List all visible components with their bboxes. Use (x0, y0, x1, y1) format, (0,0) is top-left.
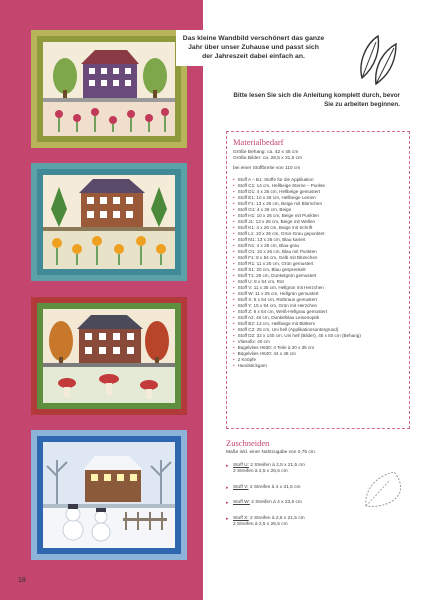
cutting-subtitle: Maße inkl. einer Nahtzugabe von 0,75 cm. (226, 450, 317, 455)
material-item: • Stoff Z: 8 x 54 cm, Weiß-Hellgrau gemustert (233, 309, 403, 315)
cut-line: 2 Streifen à 2,5 x 21,5 cm (250, 463, 305, 468)
size-pictures: Größe Bilder: ca. 28,5 x 31,5 cm (233, 156, 303, 162)
cut-fabric-label: Stoff W: (233, 500, 250, 506)
intro-text: Das kleine Wandbild verschönert das ganze Jahr über unser Zuhause und passt sich der Jahreszeit dabei einfach an. (176, 30, 331, 66)
leaf-decoration-icon (356, 26, 400, 90)
read-instructions-notice: Bitte lesen Sie sich die Anleitung komplett durch, bevor Sie zu arbeiten beginnen. (233, 92, 400, 108)
arrow-right-icon: ▸ (226, 500, 229, 507)
material-item: • Stoff X: 8 x 54 cm, Rotbraun gemustert (233, 297, 403, 303)
material-item: • Stoff S1: 20 cm, Blau gesprenkelt (233, 267, 403, 273)
materials-list (233, 177, 403, 370)
material-item: • Stoff D1: 4 x 26 cm, Hellbeige gemustert (233, 189, 403, 195)
summer-quilt-image (31, 163, 187, 281)
material-item: • Bügelvlies H640: 44 x 48 cm (233, 351, 403, 357)
material-item: • Stoff M1: 13 x 26 cm, Blau kariert (233, 237, 403, 243)
material-item: • Stoff D2: 32 x 140 cm, Uni hell (Bilder), 45 x 50 cm (Behang) (233, 333, 403, 339)
autumn-quilt-image (31, 297, 187, 415)
material-item: • Stoff U: 8 x 54 cm, Rot (233, 279, 403, 285)
cut-fabric-label: Stoff V: (233, 484, 249, 490)
material-item: • Bügelvlies H630: 4 Teile à 30 x 35 cm (233, 345, 403, 351)
material-item: • Stoff W: 11 x 25 cm, Hellgrün gemustert (233, 291, 403, 297)
material-item: • Stoff V: 11 x 35 cm, Hellgrün mit Herzchen (233, 285, 403, 291)
materials-box (226, 131, 410, 429)
winter-quilt-image (31, 430, 187, 560)
material-item: • Stoff G1: 4 x 26 cm, Beige (233, 207, 403, 213)
cut-line: 2 Streifen à 2,5 x 26,5 cm (233, 522, 288, 528)
arrow-right-icon: ▸ (226, 484, 229, 491)
material-item: • Stoff E1: 10 x 26 cm, Hellbeige Leinen (233, 195, 403, 201)
material-item: • Handstickgarn (233, 363, 403, 369)
cut-line: 2 Streifen à 4 x 31,5 cm (249, 484, 301, 490)
material-item: • Stoff T1: 25 cm, Dunkelgrün gemustert (233, 273, 403, 279)
cut-fabric-label: Stoff X: (233, 515, 249, 521)
cut-fabric-label: Stoff U: (233, 463, 249, 468)
material-item: • Vliesofix: 40 cm (233, 339, 403, 345)
material-item: • Stoff H1: 10 x 26 cm, Beige mit Punkten (233, 213, 403, 219)
material-item: • Stoff F1: 8 x 54 cm, Gelb mit Blümchen (233, 255, 403, 261)
arrow-right-icon: ▸ (226, 515, 229, 522)
material-item: • Stoff O1: 10 x 26 cm, Blau mit Punkten (233, 249, 403, 255)
material-item: • Stoff Y: 15 x 54 cm, Grün mit Herzchen (233, 303, 403, 309)
material-item: • Stoff C2: 25 cm, Uni hell (Applikationsuntergrund) (233, 327, 403, 333)
material-item: • Stoff B2: 13 cm, Hellbeige mit Blättern (233, 321, 403, 327)
arrow-right-icon: ▸ (226, 463, 229, 469)
spring-quilt-image (31, 30, 187, 148)
cut-line: 2 Streifen à 4 x 23,5 cm (251, 500, 302, 506)
cutting-title: Zuschneiden (226, 438, 270, 448)
material-item: • Stoff C1: 14 cm, Hellbeige Sterne – Punkte (233, 183, 403, 189)
leaf-outline-icon (360, 468, 406, 512)
material-item: • Stoff K1: 4 x 26 cm, Beige mit Schrift (233, 225, 403, 231)
materials-title: Materialbedarf (233, 137, 284, 147)
cut-item (226, 516, 406, 529)
fabric-width: bei einer Stoffbreite von 110 cm (233, 166, 301, 172)
cut-line: 2 Streifen à 2,5 x 26,5 cm (233, 469, 288, 475)
material-item: • Stoff R1: 11 x 25 cm, Grün gemustert (233, 261, 403, 267)
cut-line: 2 Streifen à 2,5 x 21,5 cm (250, 515, 305, 521)
page-number: 18 (18, 577, 26, 584)
material-item: • Stoff N1: 4 x 26 cm, Blau-grau (233, 243, 403, 249)
material-item: • Stoff A2: 40 cm, Dunkelblau Leinenoptik (233, 315, 403, 321)
material-item: • Stoff F1: 13 x 26 cm, Beige mit Blümchen (233, 201, 403, 207)
material-item: • 2 Knöpfe (233, 357, 403, 363)
material-item: • Stoff A – B1: Stoffe für die Applikation (233, 177, 403, 183)
size-hanging: Größe Behang: ca. 42 x 45 cm (233, 150, 299, 155)
material-item: • Stoff L1: 10 x 26 cm, Grün-Grau gepunktet (233, 231, 403, 237)
material-item: • Stoff J1: 13 x 26 cm, Beige mit Wellen (233, 219, 403, 225)
